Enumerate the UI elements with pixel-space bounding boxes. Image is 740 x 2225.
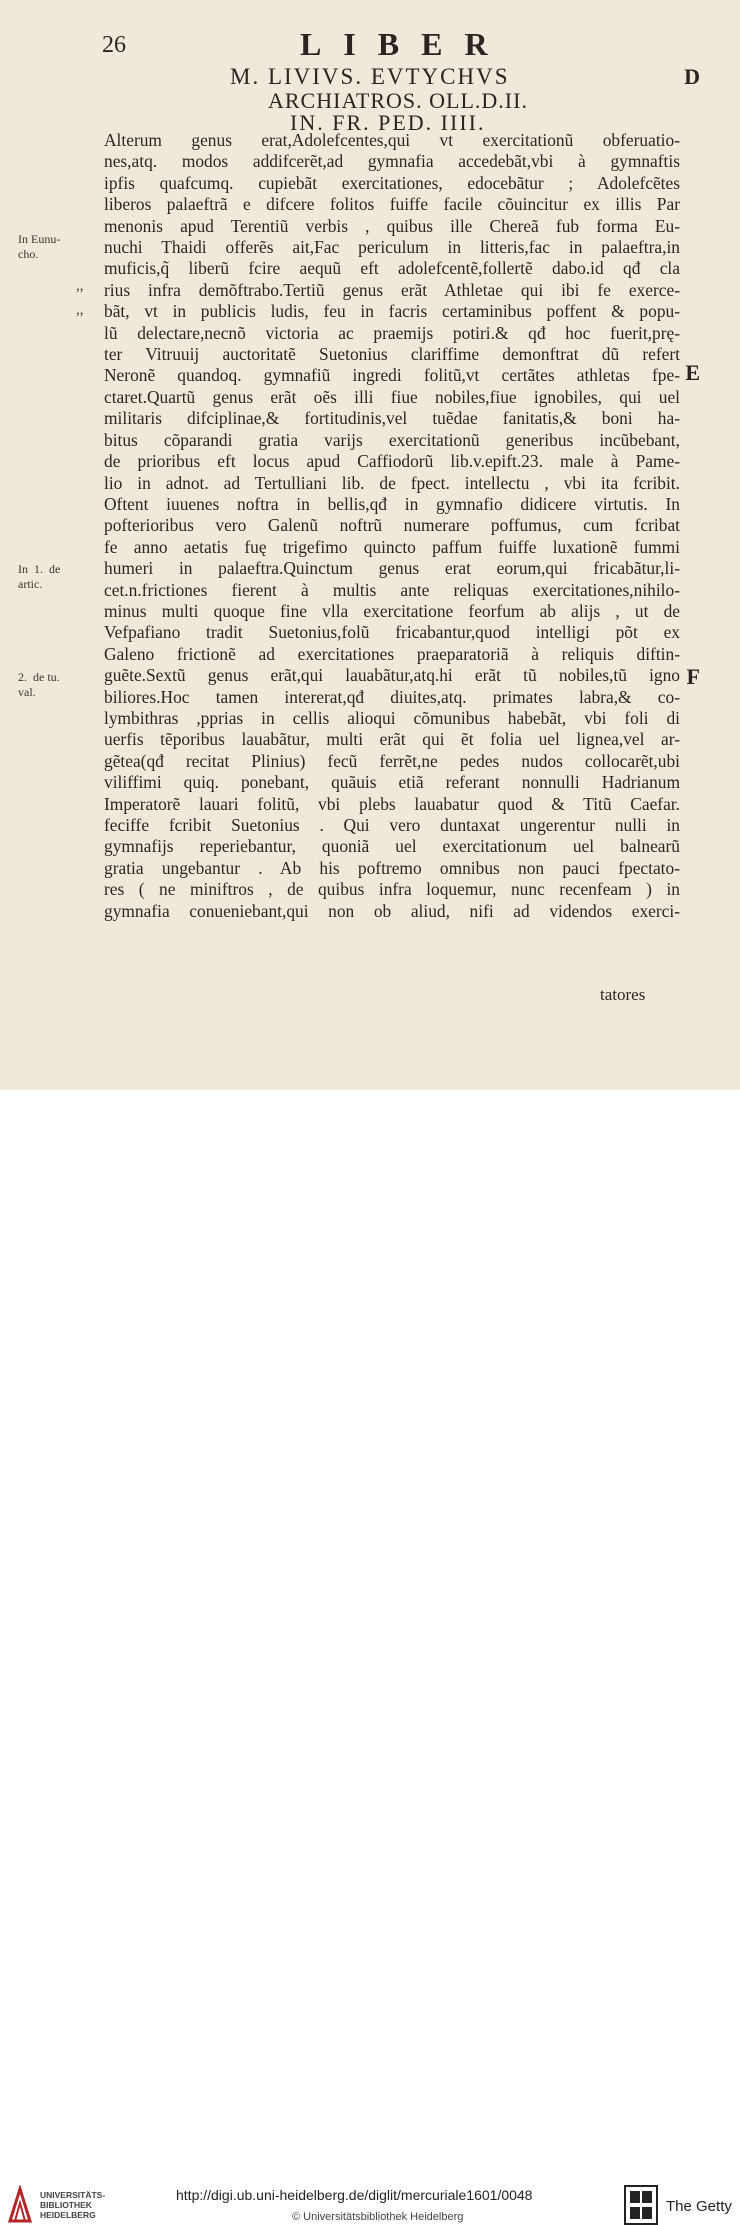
- catchword: tatores: [600, 985, 646, 1004]
- partner-name: The Getty: [666, 2198, 732, 2215]
- quote-mark: ,,: [76, 302, 84, 318]
- side-letter-d: D: [684, 64, 700, 89]
- body-line: res ( ne miniftros , de quibus infra loquemur, nunc recenfeam ) in: [104, 879, 680, 900]
- body-line: humeri in palaeftra.Quinctum genus erat eorum,qui fricabãtur,li-: [104, 558, 680, 579]
- body-line: de prioribus eft locus apud Caffiodorũ lib.v.epift.23. male à Pame-: [104, 451, 680, 472]
- getty-logo-icon: [624, 2185, 658, 2225]
- copyright-notice: © Universitätsbibliothek Heidelberg: [292, 2211, 464, 2223]
- side-letter-f: F: [686, 664, 700, 689]
- body-line: ctaret.Quartũ genus erãt oẽs illi fiue nobiles,fiue ignobiles, qui uel: [104, 386, 680, 407]
- side-letter-e: E: [685, 360, 700, 385]
- body-line: menonis apud Terentiũ verbis , quibus ille Chereã fub forma Eu-: [104, 215, 680, 236]
- body-line: rius infra demõftrabo.Tertiũ genus erãt Athletae qui ibi fe exerce-: [104, 279, 680, 300]
- body-line: militaris difciplinae,& fortitudinis,vel tuẽdae fanitatis,& boni ha-: [104, 408, 680, 429]
- body-line: muficis,q̃ liberũ fcire aequũ eft adolefcentẽ,follertẽ dabo.id qđ cla: [104, 258, 680, 279]
- body-line: minus multi quoque fine vlla exercitatione feorfum ab alijs , ut de: [104, 600, 680, 621]
- running-title: LIBER: [300, 26, 510, 62]
- permalink-link[interactable]: http://digi.ub.uni-heidelberg.de/diglit/mercuriale1601/0048: [176, 2187, 533, 2203]
- institution-name: UNIVERSITÄTS- BIBLIOTHEK HEIDELBERG: [40, 2190, 106, 2220]
- body-line: ter Vitruuij auctoritatẽ Suetonius clariffime demonftrat dũ refert: [104, 344, 680, 365]
- body-line: Vefpafiano tradit Suetonius,folũ fricabantur,quod intelligi põt ex: [104, 622, 680, 643]
- body-line: gymnafijs reperiebantur, quoniã uel exercitationum uel balnearũ: [104, 836, 680, 857]
- margin-note-artic: In 1. de artic.: [18, 562, 61, 591]
- body-line: uerfis tẽporibus lauabãtur, multi erãt qui ẽt folia uel lignea,vel ar-: [104, 729, 680, 750]
- footer-bar: [0, 1090, 740, 2223]
- heading-line-1: M. LIVIVS. EVTYCHVS: [230, 64, 510, 89]
- page-number: 26: [102, 32, 126, 58]
- body-line: gẽtea(qđ recitat Plinius) fecũ ferrẽt,ne pedes nudos collocarẽt,ubi: [104, 750, 680, 771]
- margin-note-tuval: 2. de tu. val.: [18, 670, 60, 699]
- body-line: guẽte.Sextũ genus erãt,qui lauabãtur,atq.hi erãt tũ nobiles,tũ igno: [104, 665, 680, 686]
- body-line: nes,atq. modos addifcerẽt,ad gymnafia accedebãt,vbi à gymnaftis: [104, 151, 680, 172]
- body-line: gymnafia conueniebant,qui non ob aliud, nifi ad videndos exerci-: [104, 900, 680, 921]
- body-line: cet.n.frictiones fierent à multis ante reliquas exercitationes,nihilo-: [104, 579, 680, 600]
- body-line: liberos palaeftrã e difcere folitos fuiffe facile cõuincitur ex illis Par: [104, 194, 680, 215]
- body-line: Alterum genus erat,Adolefcentes,qui vt exercitationũ obferuatio-: [104, 130, 680, 150]
- body-line: nuchi Thaidi offerẽs ait,Fac periculum in litteris,fac in palaeftra,in: [104, 237, 680, 258]
- quote-mark: ,,: [76, 278, 84, 294]
- heading-line-3: IN. FR. PED. IIII.: [290, 110, 486, 135]
- margin-note-eunucho: In Eunu- cho.: [18, 232, 61, 261]
- body-line: fe anno aetatis fuę trigefimo quincto paffum fuiffe luxationẽ fummi: [104, 536, 680, 557]
- body-line: lũ delectare,necnõ victoria ac praemijs potiri.& qđ hoc fuerit,prę-: [104, 322, 680, 343]
- body-line: Oftent iuuenes noftra in bellis,qđ in gymnafio didicere virtutis. In: [104, 493, 680, 514]
- heading-line-2: ARCHIATROS. OLL.D.II.: [268, 88, 528, 113]
- university-library-logo-icon: [6, 2185, 34, 2225]
- body-line: lymbithras ,pprias in cellis alioqui cõmunibus habebãt, vbi foli di: [104, 707, 680, 728]
- body-line: gratia ungebantur . Ab his poftremo omnibus non pauci fpectato-: [104, 857, 680, 878]
- body-line: feciffe fcribit Suetonius . Qui vero duntaxat ungerentur nulli in: [104, 815, 680, 835]
- book-page: [0, 0, 740, 1090]
- body-line: bãt, vt in publicis ludis, feu in facris certaminibus poffent & popu-: [104, 301, 680, 322]
- body-line: ipfis quafcumq. cupiebãt exercitationes, edocebãtur ; Adolefcẽtes: [104, 172, 680, 193]
- body-text: [104, 130, 680, 922]
- body-line: Galeno frictionẽ ad exercitationes praeparatoriã à reliquis diftin-: [104, 643, 680, 664]
- body-line: Neronẽ quandoq. gymnafiũ ingredi folitũ,vt certãtes athletas fpe-: [104, 365, 680, 386]
- body-line: Imperatorẽ lauari folitũ, vbi plebs lauabatur quod & Titũ Caefar.: [104, 793, 680, 814]
- body-line: pofterioribus vero Galenũ noftrũ numerare poffumus, cum fcribat: [104, 515, 680, 536]
- body-line: biliores.Hoc tamen intererat,qđ diuites,atq. primates labra,& co-: [104, 686, 680, 707]
- body-line: viliffimi quiq. ponebant, quãuis etiã referant nonnulli Hadrianum: [104, 772, 680, 793]
- body-line: bitus cõparandi gratia varijs exercitationũ generibus incũbebant,: [104, 429, 680, 450]
- body-line: lio in adnot. ad Tertulliani lib. de fpect. intellectu , vbi ita fcribit.: [104, 472, 680, 493]
